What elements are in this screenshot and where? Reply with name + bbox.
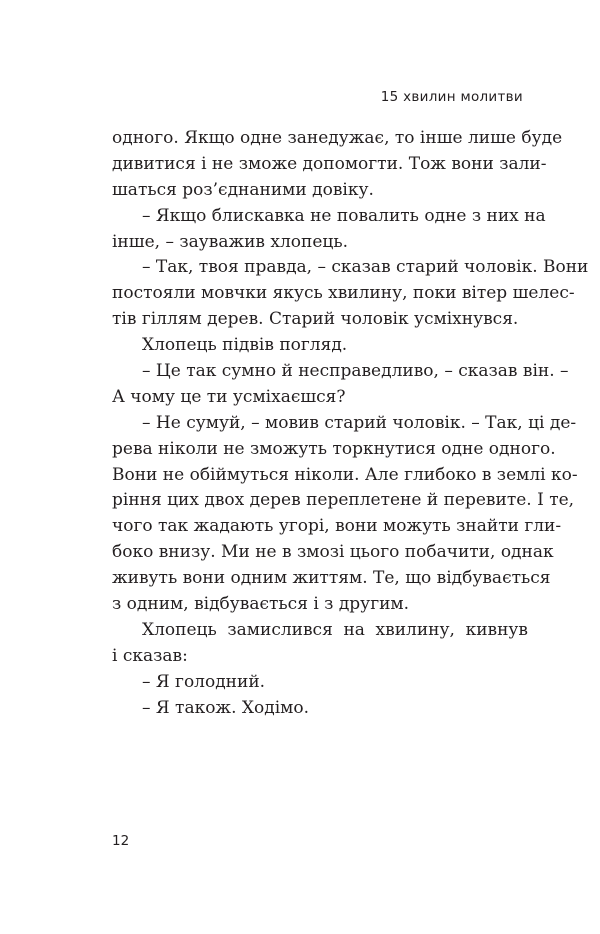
text-line: шаться роз’єднаними довіку. [112, 179, 374, 200]
text-line: – Якщо блискавка не повалить одне з них на [142, 205, 546, 226]
text-line: – Так, твоя правда, – сказав старий чоловік. Вони [142, 257, 589, 278]
text-line: з одним, відбувається і з другим. [112, 594, 410, 615]
text-line: – Я голодний. [142, 671, 266, 692]
text-line: тів гіллям дерев. Старий чоловік усміхнувся. [112, 309, 519, 330]
text-line: – Я також. Ходімо. [142, 697, 309, 718]
text-line: – Не сумуй, – мовив старий чоловік. – Так, ці де- [142, 412, 577, 433]
text-line: дивитися і не зможе допомогти. Тож вони зали- [112, 153, 547, 174]
text-line: чого так жадають угорі, вони можуть знайти гли- [112, 516, 562, 537]
text-line: одного. Якщо одне занедужає, то інше лише буде [112, 128, 563, 148]
text-line: – Це так сумно й несправедливо, – сказав він. – [142, 361, 569, 382]
text-line: живуть вони одним життям. Те, що відбувається [112, 568, 551, 589]
text-line: Хлопець підвів погляд. [142, 335, 348, 356]
body-text [112, 126, 589, 721]
text-line: Хлопець замислився на хвилину, кивнув [142, 619, 528, 640]
text-line: і сказав: [112, 645, 188, 666]
text-line: інше, – зауважив хлопець. [112, 231, 349, 252]
text-line: Вони не обіймуться ніколи. Але глибоко в землі ко- [112, 464, 578, 485]
text-line: боко внизу. Ми не в змозі цього побачити, однак [112, 542, 554, 563]
running-head: 15 хвилин молитви [380, 89, 523, 105]
text-line: ріння цих двох дерев переплетене й перевите. І те, [112, 490, 575, 511]
text-line: рева ніколи не зможуть торкнутися одне одного. [112, 438, 556, 459]
text-line: А чому це ти усміхаєшся? [112, 386, 346, 407]
page-number: 12 [112, 833, 130, 849]
text-line: постояли мовчки якусь хвилину, поки вітер шелес- [112, 283, 575, 304]
